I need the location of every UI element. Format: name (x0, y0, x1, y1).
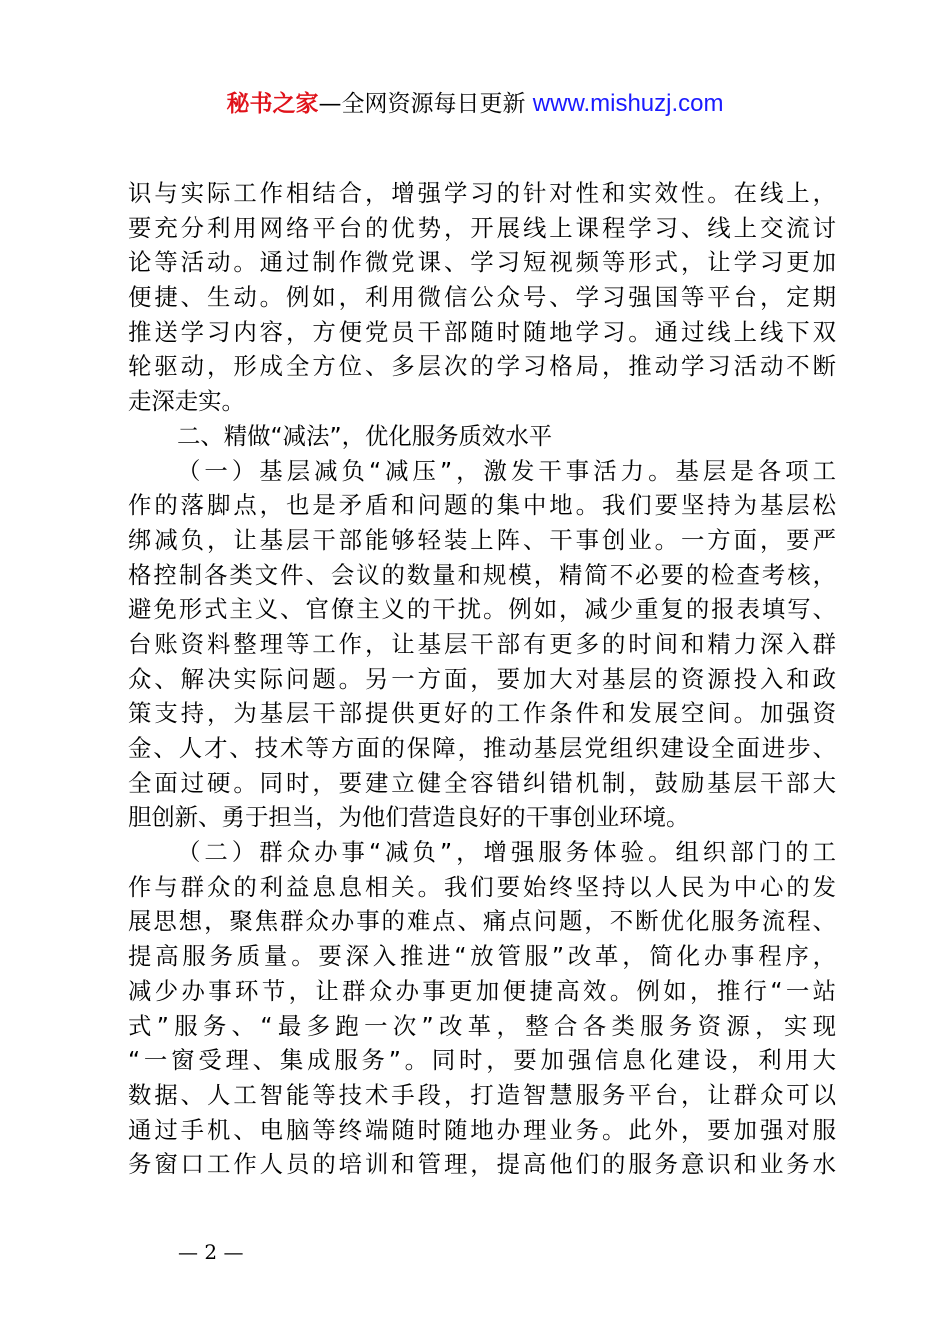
text-line: 走深走实。 (128, 387, 245, 416)
text-line: 格控制各类文件、会议的数量和规模，精简不必要的检查考核， (128, 560, 836, 589)
text-line: 胆创新、勇于担当，为他们营造良好的干事创业环境。 (128, 803, 690, 832)
page-number: — 2 — (178, 1240, 244, 1264)
text-line: 金、人才、技术等方面的保障，推动基层党组织建设全面进步、 (128, 734, 836, 762)
text-line: 便捷、生动。例如，利用微信公众号、学习强国等平台，定期 (128, 283, 836, 312)
text-line: 务窗口工作人员的培训和管理，提高他们的服务意识和业务水 (128, 1150, 836, 1179)
text-line: 展思想，聚焦群众办事的难点、痛点问题，不断优化服务流程、 (128, 907, 836, 936)
text-line: 绑减负，让基层干部能够轻装上阵、干事创业。一方面，要严 (128, 525, 836, 554)
text-line: 作的落脚点，也是矛盾和问题的集中地。我们要坚持为基层松 (128, 491, 836, 520)
text-line: （一）基层减负“减压”，激发干事活力。基层是各项工 (177, 456, 836, 485)
text-line: 式”服务、“最多跑一次”改革，整合各类服务资源，实现 (128, 1011, 836, 1040)
text-line: 策支持，为基层干部提供更好的工作条件和发展空间。加强资 (128, 699, 836, 728)
text-line: 减少办事环节，让群众办事更加便捷高效。例如，推行“一站 (128, 976, 836, 1005)
text-line: 提高服务质量。要深入推进“放管服”改革，简化办事程序， (128, 942, 836, 971)
text-line: 论等活动。通过制作微党课、学习短视频等形式，让学习更加 (128, 248, 836, 277)
text-line: 全面过硬。同时，要建立健全容错纠错机制，鼓励基层干部大 (128, 768, 836, 797)
text-line: 台账资料整理等工作，让基层干部有更多的时间和精力深入群 (128, 629, 836, 658)
header-brand: 秘书之家 (226, 91, 319, 117)
text-line: 要充分利用网络平台的优势，开展线上课程学习、线上交流讨 (128, 213, 836, 242)
text-line: 众、解决实际问题。另一方面，要加大对基层的资源投入和政 (128, 664, 836, 693)
text-line: 作与群众的利益息息相关。我们要始终坚持以人民为中心的发 (128, 872, 836, 901)
text-line: （二）群众办事“减负”，增强服务体验。组织部门的工 (177, 838, 836, 867)
text-line: 数据、人工智能等技术手段，打造智慧服务平台，让群众可以 (128, 1080, 836, 1109)
text-line: 识与实际工作相结合，增强学习的针对性和实效性。在线上， (128, 179, 836, 207)
text-line: 轮驱动，形成全方位、多层次的学习格局，推动学习活动不断 (128, 352, 836, 381)
document-body (128, 176, 836, 1182)
header-tagline: —全网资源每日更新 (318, 91, 533, 117)
text-line: 避免形式主义、官僚主义的干扰。例如，减少重复的报表填写、 (128, 595, 836, 624)
text-line: 通过手机、电脑等终端随时随地办理业务。此外，要加强对服 (128, 1115, 836, 1144)
page-header (0, 88, 950, 120)
header-url[interactable]: www.mishuzj.com (532, 90, 724, 117)
text-line: 二、精做“减法”，优化服务质效水平 (177, 421, 553, 450)
text-line: “一窗受理、集成服务”。同时，要加强信息化建设，利用大 (128, 1046, 836, 1075)
text-line: 推送学习内容，方便党员干部随时随地学习。通过线上线下双 (128, 317, 836, 346)
